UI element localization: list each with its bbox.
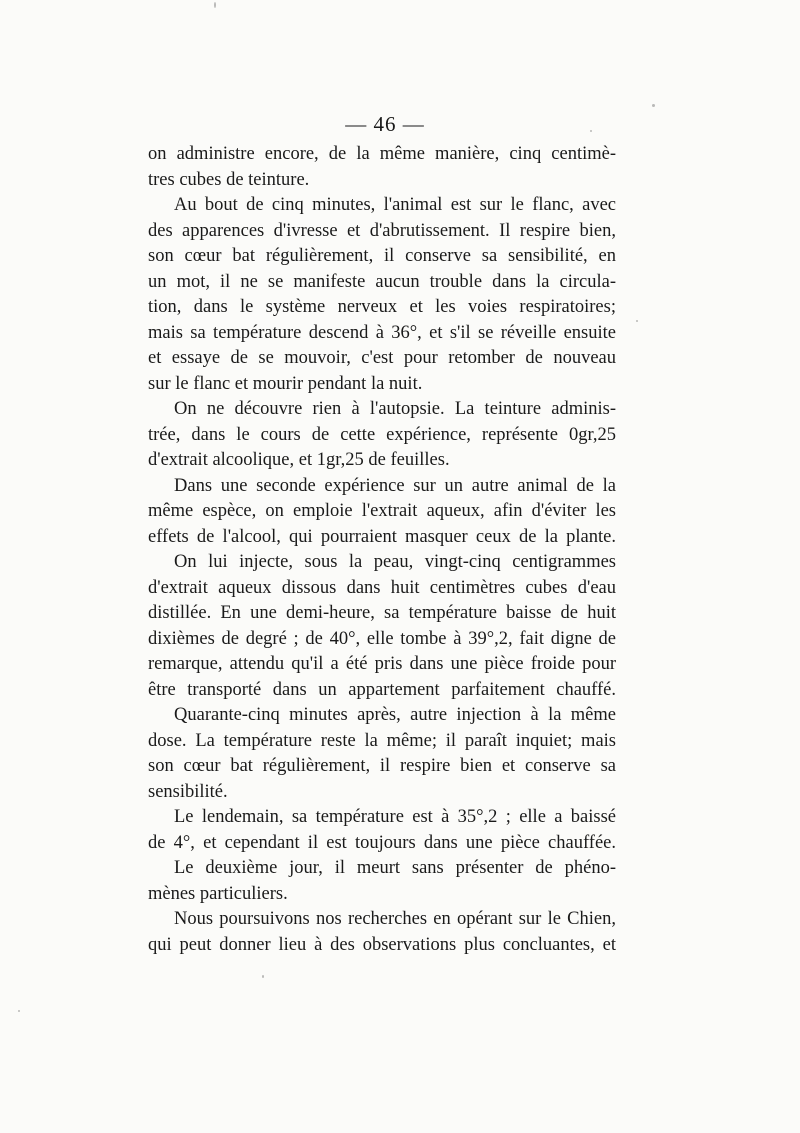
page-number: — 46 —	[345, 112, 425, 136]
text-line: qui peut donner lieu à des observations plus concluantes, et	[148, 934, 616, 955]
text-line: on administre encore, de la même manière, cinq centimè-	[148, 144, 616, 164]
text-line: d'extrait aqueux dissous dans huit centimètres cubes d'eau	[148, 577, 616, 598]
text-line: son cœur bat régulièrement, il respire bien et conserve sa	[148, 756, 616, 776]
paper-speck	[636, 320, 638, 322]
paragraph-start-line: On lui injecte, sous la peau, vingt-cinq centigrammes	[174, 552, 616, 572]
text-line: mènes particuliers.	[148, 883, 288, 904]
text-line: remarque, attendu qu'il a été pris dans une pièce froide pour	[148, 654, 616, 674]
text-line: être transporté dans un appartement parfaitement chauffé.	[148, 679, 616, 700]
text-line: et essaye de se mouvoir, c'est pour retomber de nouveau	[148, 348, 616, 368]
paper-speck	[18, 1010, 20, 1012]
paper-speck	[214, 2, 216, 8]
text-line: mais sa température descend à 36°, et s'il se réveille ensuite	[148, 322, 616, 343]
paragraph-start-line: Au bout de cinq minutes, l'animal est sur le flanc, avec	[174, 195, 616, 215]
text-line: son cœur bat régulièrement, il conserve sa sensibilité, en	[148, 246, 616, 266]
text-line: tion, dans le système nerveux et les voies respiratoires;	[148, 297, 616, 317]
paper-speck	[262, 975, 264, 978]
text-line: même espèce, on emploie l'extrait aqueux, afin d'éviter les	[148, 501, 616, 521]
text-line: trée, dans le cours de cette expérience, représente 0gr,25	[148, 424, 616, 445]
text-line: des apparences d'ivresse et d'abrutissement. Il respire bien,	[148, 220, 616, 241]
text-line: un mot, il ne se manifeste aucun trouble dans la circula-	[148, 271, 616, 292]
text-line: sur le flanc et mourir pendant la nuit.	[148, 373, 423, 394]
text-line: d'extrait alcoolique, et 1gr,25 de feuilles.	[148, 450, 450, 470]
text-line: dose. La température reste la même; il paraît inquiet; mais	[148, 730, 616, 751]
paragraph-start-line: Nous poursuivons nos recherches en opérant sur le Chien,	[174, 909, 616, 929]
text-line: de 4°, et cependant il est toujours dans une pièce chauffée.	[148, 832, 616, 853]
paper-speck	[590, 130, 592, 132]
paragraph-start-line: On ne découvre rien à l'autopsie. La teinture adminis-	[174, 399, 616, 419]
text-line: distillée. En une demi-heure, sa température baisse de huit	[148, 603, 616, 623]
paragraph-start-line: Le deuxième jour, il meurt sans présenter de phéno-	[174, 858, 616, 878]
text-line: dixièmes de degré ; de 40°, elle tombe à 39°,2, fait digne de	[148, 628, 616, 649]
body-text	[148, 142, 616, 958]
paragraph-start-line: Quarante-cinq minutes après, autre injection à la même	[174, 705, 616, 725]
text-line: effets de l'alcool, qui pourraient masquer ceux de la plante.	[148, 526, 616, 547]
paragraph-start-line: Dans une seconde expérience sur un autre animal de la	[174, 475, 616, 496]
paper-speck	[652, 104, 655, 107]
text-line: tres cubes de teinture.	[148, 169, 310, 190]
text-line: sensibilité.	[148, 781, 228, 802]
paragraph-start-line: Le lendemain, sa température est à 35°,2 ; elle a baissé	[174, 807, 616, 827]
